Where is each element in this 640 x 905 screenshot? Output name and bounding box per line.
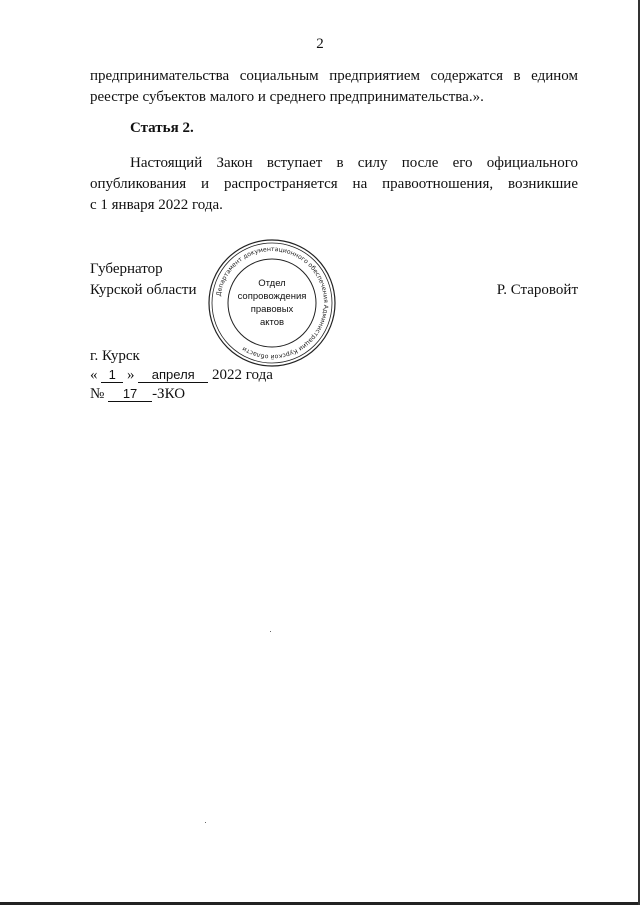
- date-line: [90, 365, 273, 386]
- seal-line: сопровождения: [237, 291, 307, 302]
- paragraph-line: с 1 января 2022 года.: [90, 197, 223, 213]
- article-2-text: [90, 153, 578, 216]
- scan-speck: [205, 822, 206, 823]
- city-line: г. Курск: [90, 348, 140, 364]
- signatory-title-line: Губернатор: [90, 261, 163, 277]
- number-sign: №: [90, 386, 105, 402]
- seal-line: актов: [259, 317, 285, 328]
- seal-ring-text: Департамент документационного обеспечения Администрации Курской области: [215, 245, 330, 361]
- seal-line: правовых: [250, 304, 294, 315]
- paragraph-line: опубликования и распространяется на правоотношения, возникшие: [90, 176, 578, 192]
- article-heading: Статья 2.: [130, 120, 194, 136]
- date-quote-open: «: [90, 367, 98, 383]
- date-quote-close: »: [127, 367, 135, 383]
- signatory-title: [90, 259, 196, 301]
- date-day: 1: [101, 367, 123, 383]
- signatory-name: Р. Старовойт: [496, 282, 578, 298]
- law-number: 17: [108, 386, 152, 402]
- scan-speck: [270, 631, 271, 632]
- official-seal: [207, 238, 337, 368]
- paragraph-continuation: [90, 66, 578, 108]
- date-year: 2022 года: [212, 367, 273, 383]
- signatory-title-line: Курской области: [90, 282, 197, 298]
- page-number: 2: [316, 36, 324, 52]
- law-number-line: [90, 384, 185, 405]
- paragraph-line: Настоящий Закон вступает в силу после его официального: [130, 155, 578, 171]
- paragraph-line: реестре субъектов малого и среднего предпринимательства.».: [90, 89, 484, 105]
- seal-line: Отдел: [258, 278, 286, 289]
- date-month: апреля: [138, 367, 208, 383]
- law-number-suffix: -ЗКО: [152, 386, 186, 402]
- paragraph-line: предпринимательства социальным предприятием содержатся в едином: [90, 68, 578, 84]
